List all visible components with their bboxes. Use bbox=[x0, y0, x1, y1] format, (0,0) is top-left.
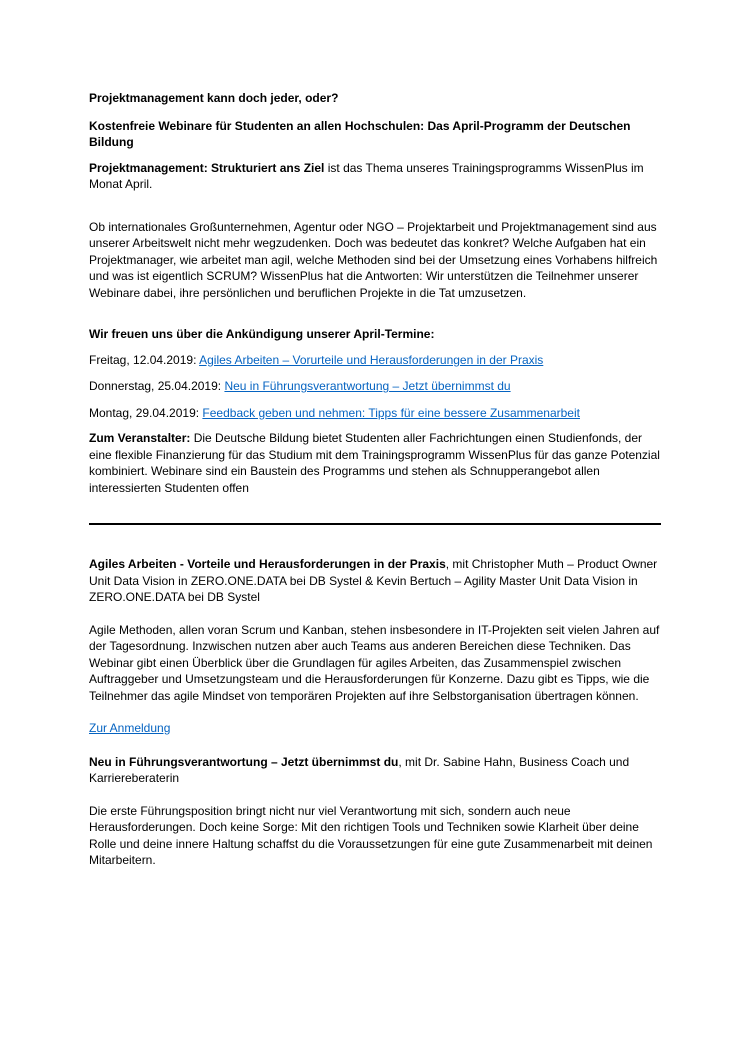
webinar2-description: Die erste Führungsposition bringt nicht nur viel Verantwortung mit sich, sondern auch neue Herausforderungen. Doch keine Sorge: Mit den richtigen Tools und Techniken sowie Klarheit über deine Rolle und deine innere Haltung schaffst du die Voraussetzungen für eine gute Zusammenarbeit mit deinen Mitarbeitern. bbox=[89, 803, 653, 867]
date-line-2 bbox=[89, 378, 661, 395]
webinar1-speakers: , mit Christopher Muth – Product Owner Unit Data Vision in ZERO.ONE.DATA bei DB Systel & Kevin Bertuch – Agility Master Unit Data Vision in ZERO.ONE.DATA bei DB Systel bbox=[89, 557, 658, 604]
webinar2-speakers: , mit Dr. Sabine Hahn, Business Coach und Karriereberaterin bbox=[89, 754, 630, 785]
topic-title: Projektmanagement: Strukturiert ans Ziel bbox=[89, 160, 325, 175]
heading: Projektmanagement kann doch jeder, oder? bbox=[89, 91, 339, 105]
webinar2-title: Neu in Führungsverantwortung – Jetzt übernimmst du bbox=[89, 754, 399, 769]
webinar-link-agiles-arbeiten[interactable]: Agiles Arbeiten – Vorurteile und Herausforderungen in der Praxis bbox=[199, 352, 544, 367]
horizontal-divider bbox=[89, 523, 661, 525]
webinar1-title-paragraph bbox=[89, 556, 661, 606]
organizer-paragraph bbox=[89, 430, 661, 496]
subheading: Kostenfreie Webinare für Studenten an allen Hochschulen: Das April-Programm der Deutschen Bildung bbox=[89, 118, 631, 149]
register-paragraph bbox=[89, 720, 661, 737]
topic-paragraph bbox=[89, 160, 661, 193]
announce-heading: Wir freuen uns über die Ankündigung unserer April-Termine: bbox=[89, 327, 435, 341]
date-line-3 bbox=[89, 405, 661, 422]
organizer-label: Zum Veranstalter: bbox=[89, 431, 191, 445]
date-line-1 bbox=[89, 352, 661, 369]
date-label: Freitag, 12.04.2019: bbox=[89, 352, 200, 367]
register-link[interactable]: Zur Anmeldung bbox=[89, 721, 171, 735]
date-label: Montag, 29.04.2019: bbox=[89, 405, 203, 420]
webinar-link-fuehrungsverantwortung[interactable]: Neu in Führungsverantwortung – Jetzt übernimmst du bbox=[224, 379, 511, 393]
webinar2-title-paragraph bbox=[89, 754, 661, 787]
webinar1-description: Agile Methoden, allen voran Scrum und Kanban, stehen insbesondere in IT-Projekten seit vielen Jahren auf der Tagesordnung. Inzwischen nutzen aber auch Teams aus anderen Bereichen diese Techniken. Das Webinar gibt einen Überblick über die Grundlagen für agiles Arbeiten, das Zusammenspiel zwischen Auftraggeber und Umsetzungsteam und die Herausforderungen für Konzerne. Dazu gibt es Tipps, wie die Teilnehmer das agile Mindset von temporären Projekten auf ihre Selbstorganisation übertragen können. bbox=[89, 622, 660, 703]
intro-paragraph: Ob internationales Großunternehmen, Agentur oder NGO – Projektarbeit und Projektmanagement sind aus unserer Arbeitswelt nicht mehr wegzudenken. Doch was bedeutet das konkret? Welche Aufgaben hat ein Projektmanager, wie arbeitet man agil, welche Methoden sind bei der Umsetzung eines Vorhabens hilfreich und was ist eigentlich SCRUM? WissenPlus hat die Antworten: Wir unterstützen die Teilnehmer unserer Webinare dabei, ihre persönlichen und beruflichen Projekte in die Tat umzusetzen. bbox=[89, 219, 658, 300]
webinar-link-feedback[interactable]: Feedback geben und nehmen: Tipps für eine bessere Zusammenarbeit bbox=[202, 405, 580, 420]
date-label: Donnerstag, 25.04.2019: bbox=[89, 379, 225, 393]
topic-text: ist das Thema unseres Trainingsprogramms WissenPlus im Monat April. bbox=[89, 160, 644, 191]
document-page bbox=[89, 90, 661, 869]
webinar1-title: Agiles Arbeiten - Vorteile und Herausforderungen in der Praxis bbox=[89, 557, 446, 571]
organizer-text: Die Deutsche Bildung bietet Studenten aller Fachrichtungen einen Studienfonds, der eine flexible Finanzierung für das Studium mit dem Trainingsprogramm WissenPlus für das ganze Potenzial kombiniert. Webinare sind ein Baustein des Programms und stehen als Schnupperangebot allen interessierten Studenten offen bbox=[89, 431, 660, 495]
